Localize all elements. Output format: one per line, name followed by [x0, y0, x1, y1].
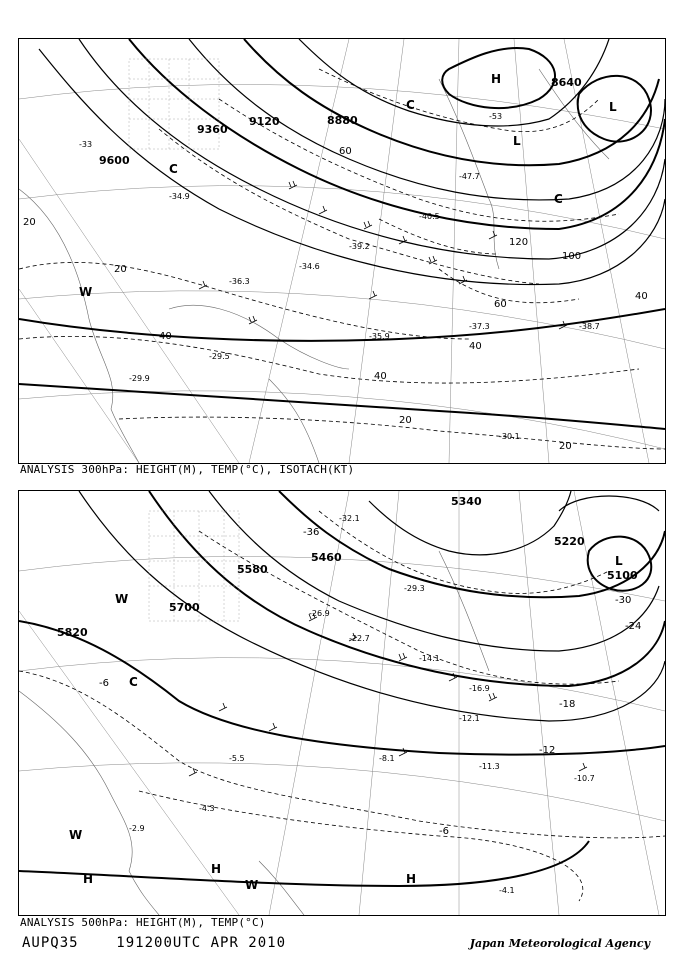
height-label-5460: 5460 [311, 551, 342, 564]
temp-label-minus12: -12 [539, 745, 556, 756]
svg-text:-34.6: -34.6 [299, 262, 320, 271]
svg-text:-39.2: -39.2 [349, 242, 370, 251]
svg-text:-16.9: -16.9 [469, 684, 490, 693]
isotach-label-20d: 20 [559, 441, 572, 452]
caption-300hpa: ANALYSIS 300hPa: HEIGHT(M), TEMP(°C), ISOTACH(KT) [20, 463, 355, 476]
svg-text:-14.1: -14.1 [419, 654, 440, 663]
low-center-b: L [513, 134, 521, 148]
isotach-label-20a: 20 [23, 217, 36, 228]
svg-text:-11.3: -11.3 [479, 762, 500, 771]
map-500hpa-drawing [19, 491, 665, 915]
temp-label-minus6b: -6 [439, 826, 449, 837]
cold-center: C [129, 675, 138, 689]
temp-label-minus36: -36 [303, 527, 320, 538]
height-label-5820: 5820 [57, 626, 88, 639]
temp-label-minus18: -18 [559, 699, 576, 710]
svg-text:-36.3: -36.3 [229, 277, 250, 286]
svg-text:-22.7: -22.7 [349, 634, 370, 643]
svg-text:-33: -33 [79, 140, 93, 149]
height-contours [19, 491, 665, 886]
warm-center-b: W [69, 828, 83, 842]
temp-label-minus30: -30 [615, 595, 632, 606]
svg-text:-35.9: -35.9 [369, 332, 390, 341]
map-300hpa-drawing [19, 39, 665, 463]
high-center-a: H [83, 872, 94, 886]
svg-text:-29.5: -29.5 [209, 352, 230, 361]
svg-text:-38.7: -38.7 [579, 322, 600, 331]
chart-id: AUPQ35 [22, 935, 79, 951]
svg-text:-10.7: -10.7 [574, 774, 595, 783]
height-label-9360: 9360 [197, 123, 228, 136]
height-contours [19, 39, 665, 429]
isotach-label-100: 100 [562, 251, 582, 262]
high-center-b: H [211, 862, 222, 876]
svg-text:-2.9: -2.9 [129, 824, 145, 833]
high-center: H [491, 72, 502, 86]
pressure-centers [69, 554, 623, 892]
height-label-8880: 8880 [327, 114, 358, 127]
isotach-label-20c: 20 [399, 415, 412, 426]
height-label-5100: 5100 [607, 569, 638, 582]
cold-center-a: C [406, 98, 415, 112]
chart-header [22, 935, 286, 951]
warm-center-a: W [115, 592, 129, 606]
isotach-label-60b: 60 [494, 299, 507, 310]
svg-text:-29.9: -29.9 [129, 374, 150, 383]
height-label-5580: 5580 [237, 563, 268, 576]
isotach-label-40c: 40 [469, 341, 482, 352]
isotach-label-40a: 40 [159, 331, 172, 342]
pressure-centers [79, 72, 617, 299]
cold-center-c: C [169, 162, 178, 176]
temp-label-minus6a: -6 [99, 678, 109, 689]
svg-text:-8.1: -8.1 [379, 754, 395, 763]
warm-center: W [79, 285, 93, 299]
height-label-5340: 5340 [451, 495, 482, 508]
svg-text:-4.1: -4.1 [499, 886, 515, 895]
svg-text:-5.5: -5.5 [229, 754, 245, 763]
isotach-label-40d: 40 [635, 291, 648, 302]
isotach-label-20b: 20 [114, 264, 127, 275]
caption-500hpa: ANALYSIS 500hPa: HEIGHT(M), TEMP(°C) [20, 916, 266, 929]
isotach-label-120: 120 [509, 237, 529, 248]
svg-text:-4.3: -4.3 [199, 804, 215, 813]
height-label-9600: 9600 [99, 154, 130, 167]
high-center-c: H [406, 872, 417, 886]
height-label-8640: 8640 [551, 76, 582, 89]
svg-text:-53: -53 [489, 112, 503, 121]
svg-text:-30.1: -30.1 [499, 432, 520, 441]
low-center-a: L [609, 100, 617, 114]
map-500hpa [18, 490, 666, 916]
height-label-9120: 9120 [249, 115, 280, 128]
temperature-values [79, 112, 600, 441]
low-center: L [615, 554, 623, 568]
svg-text:-47.7: -47.7 [459, 172, 480, 181]
svg-text:-32.1: -32.1 [339, 514, 360, 523]
cold-center-b: C [554, 192, 563, 206]
temperature-labels [99, 527, 641, 837]
svg-text:-29.3: -29.3 [404, 584, 425, 593]
warm-center-c: W [245, 878, 259, 892]
svg-text:-37.3: -37.3 [469, 322, 490, 331]
height-label-5700: 5700 [169, 601, 200, 614]
height-label-5220: 5220 [554, 535, 585, 548]
svg-text:-34.9: -34.9 [169, 192, 190, 201]
svg-text:-12.1: -12.1 [459, 714, 480, 723]
map-300hpa [18, 38, 666, 464]
isotach-label-60a: 60 [339, 146, 352, 157]
agency-name: Japan Meteorological Agency [469, 937, 650, 950]
temp-label-minus24: -24 [625, 621, 642, 632]
valid-time: 191200UTC APR 2010 [116, 935, 287, 951]
coastline [19, 551, 489, 915]
svg-text:-26.9: -26.9 [309, 609, 330, 618]
isotach-label-40b: 40 [374, 371, 387, 382]
svg-text:-40.5: -40.5 [419, 212, 440, 221]
